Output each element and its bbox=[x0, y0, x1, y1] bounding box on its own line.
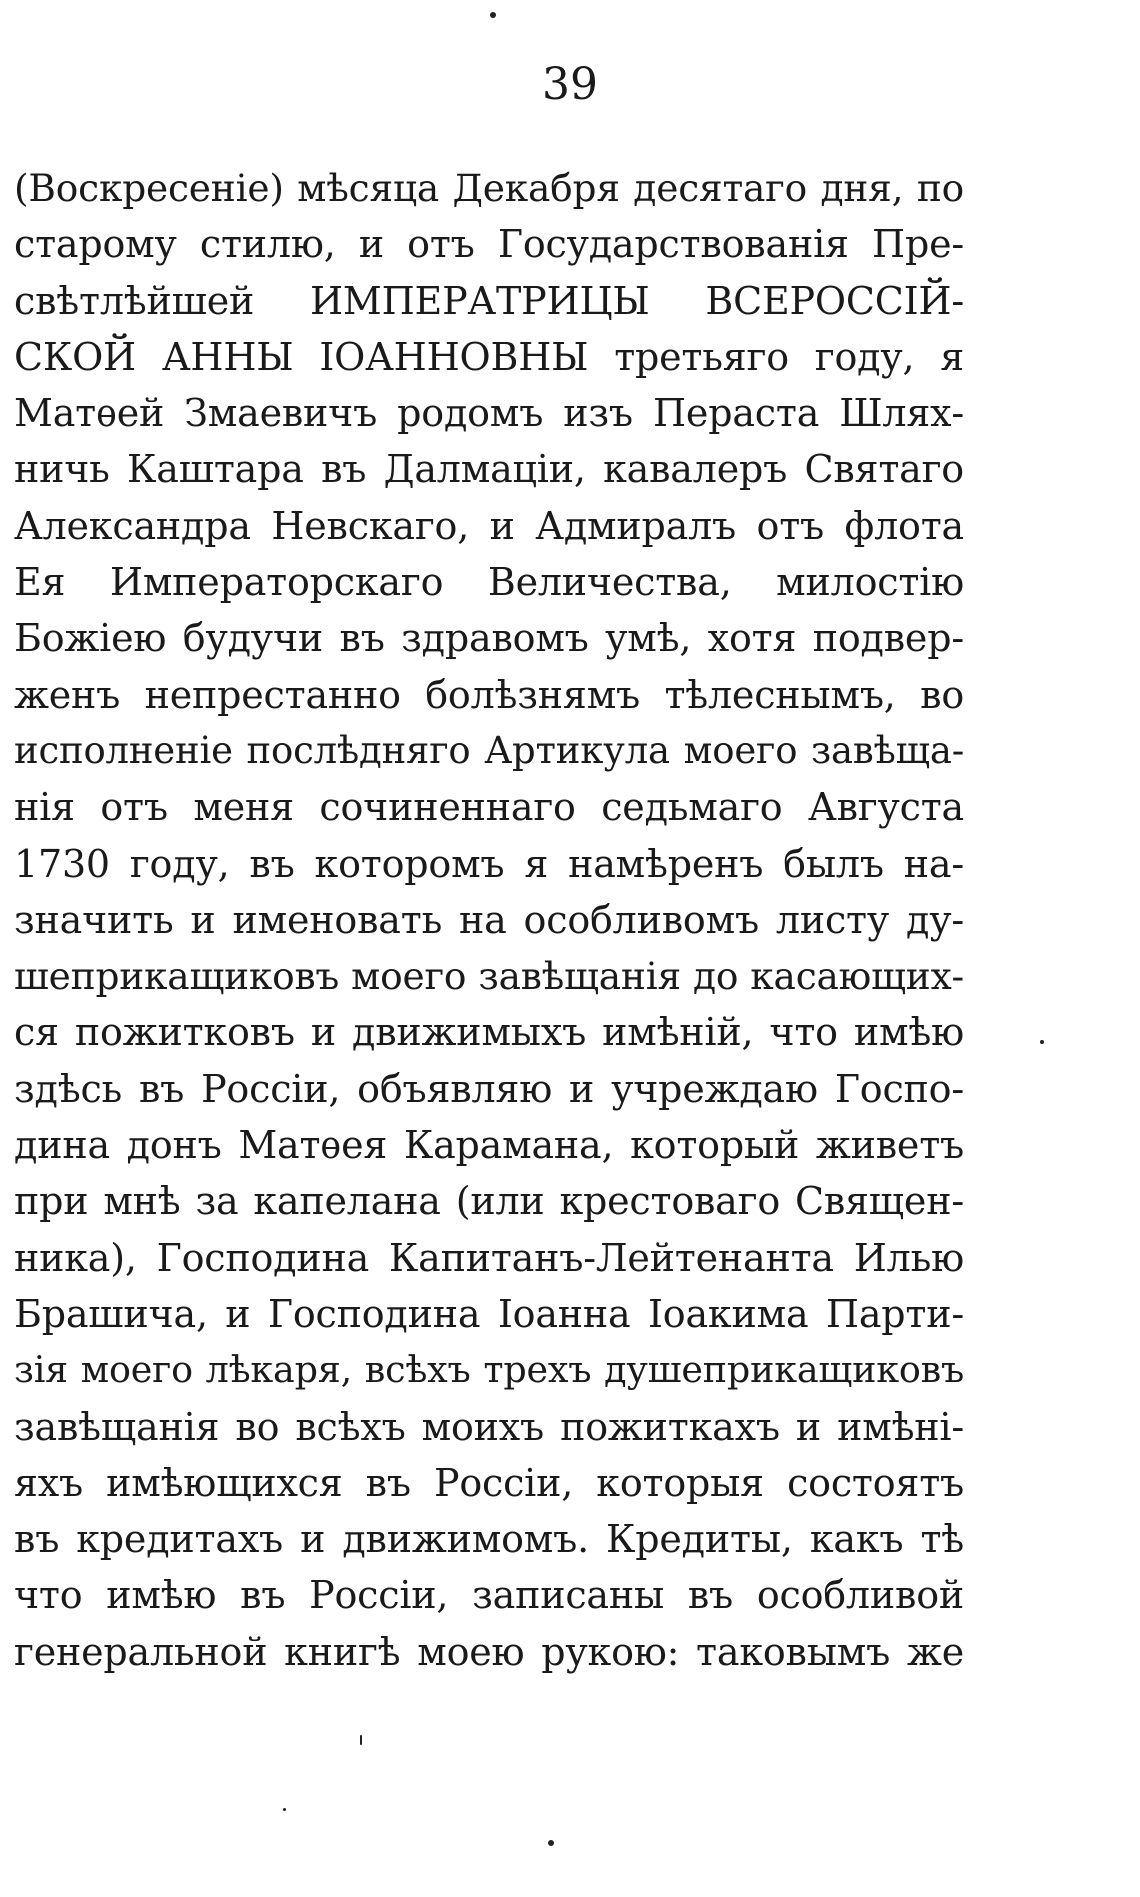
text-line: въ кредитахъ и движимомъ. Кредиты, какъ тѣ bbox=[14, 1517, 964, 1562]
text-line: старому стилю, и отъ Государствованія Пре- bbox=[14, 222, 964, 267]
text-line: генеральной книгѣ моею рукою: таковымъ же bbox=[14, 1629, 964, 1674]
text-line: Божіею будучи въ здравомъ умѣ, хотя подвер- bbox=[14, 616, 964, 661]
text-line: женъ непрестанно болѣзнямъ тѣлеснымъ, во bbox=[14, 672, 964, 717]
text-line: ся пожитковъ и движимыхъ имѣній, что имѣю bbox=[14, 1010, 964, 1055]
text-line: Брашича, и Господина Іоанна Іоакима Парти- bbox=[14, 1291, 964, 1336]
scan-speck bbox=[490, 12, 496, 18]
text-line: (Воскресеніе) мѣсяца Декабря десятаго дня, по bbox=[14, 166, 964, 210]
scan-speck bbox=[1040, 1040, 1044, 1044]
page-number: 39 bbox=[542, 59, 598, 110]
scan-speck bbox=[283, 1808, 286, 1811]
text-line: при мнѣ за капелана (или крестоваго Священ- bbox=[14, 1179, 964, 1224]
text-line: зія моего лѣкаря, всѣхъ трехъ душеприкащиковъ bbox=[14, 1348, 964, 1392]
text-line: исполненіе послѣдняго Артикула моего завѣща- bbox=[14, 728, 964, 772]
text-line: Матѳей Змаевичъ родомъ изъ Пераста Шлях- bbox=[14, 391, 964, 436]
text-line: завѣщанія во всѣхъ моихъ пожиткахъ и имѣні- bbox=[14, 1404, 964, 1449]
text-line: нія отъ меня сочиненнаго седьмаго Августа bbox=[14, 785, 964, 830]
text-line: свѣтлѣйшей ИМПЕРАТРИЦЫ ВСЕРОССІЙ- bbox=[14, 278, 964, 323]
text-line: Ея Императорскаго Величества, милостію bbox=[14, 560, 964, 605]
text-line: ника), Господина Капитанъ-Лейтенанта Илью bbox=[14, 1235, 964, 1280]
body-text bbox=[14, 160, 964, 1680]
text-line: что имѣю въ Россіи, записаны въ особливой bbox=[14, 1573, 964, 1618]
text-line: СКОЙ АННЫ ІОАННОВНЫ третьяго году, я bbox=[14, 334, 964, 379]
text-line: шеприкащиковъ моего завѣщанія до касающих- bbox=[14, 954, 964, 999]
text-line: здѣсь въ Россіи, объявляю и учреждаю Госпо- bbox=[14, 1066, 964, 1111]
text-line: 1730 году, въ которомъ я намѣренъ былъ на- bbox=[14, 841, 964, 886]
scan-speck bbox=[360, 1735, 362, 1745]
text-line: Александра Невскаго, и Адмиралъ отъ флота bbox=[14, 503, 964, 548]
text-line: яхъ имѣющихся въ Россіи, которыя состоятъ bbox=[14, 1460, 964, 1505]
text-line: дина донъ Матѳея Карамана, который живетъ bbox=[14, 1123, 964, 1168]
scan-speck bbox=[548, 1840, 554, 1846]
text-line: значить и именовать на особливомъ листу ду- bbox=[14, 897, 964, 942]
text-line: ничь Каштара въ Далмаціи, кавалеръ Святаго bbox=[14, 447, 964, 492]
